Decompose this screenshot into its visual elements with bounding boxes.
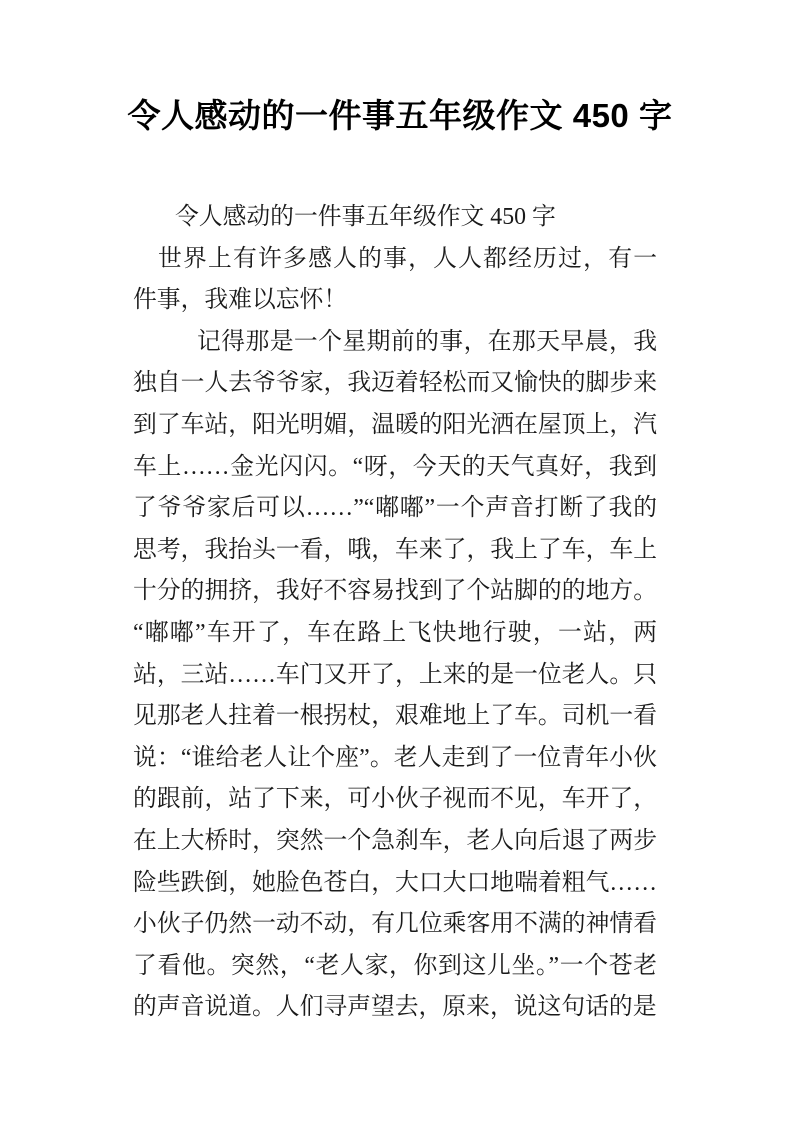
paragraph-heading-line: 令人感动的一件事五年级作文 450 字 xyxy=(175,204,556,230)
paragraph-story: 记得那是一个星期前的事，在那天早晨，我独自一人去爷爷家，我迈着轻松而又愉快的脚步来到了车站，阳光明媚，温暖的阳光洒在屋顶上，汽车上……金光闪闪。“呀，今天的天气真好，我到了爷爷家后可以……”“嘟嘟”一个声音打断了我的思考，我抬头一看，哦，车来了，我上了车，车上十分的拥挤，我好不容易找到了个站脚的的地方。“嘟嘟”车开了，车在路上飞快地行驶，一站，两站，三站……车门又开了，上来的是一位老人。只见那老人拄着一根拐杖，艰难地上了车。司机一看说：“谁给老人让个座”。老人走到了一位青年小伙的跟前，站了下来，可小伙子视而不见，车开了，在上大桥时，突然一个急刹车，老人向后退了两步险些跌倒，她脸色苍白，大口大口地喘着粗气……小伙子仍然一动不动，有几位乘客用不满的神情看了看他。突然，“老人家，你到这儿坐。”一个苍老的声音说道。人们寻声望去，原来，说这句话的是 xyxy=(133,328,657,1021)
page-title: 令人感动的一件事五年级作文 450 字 xyxy=(127,97,673,134)
paragraph-intro: 世界上有许多感人的事，人人都经历过，有一件事，我难以忘怀！ xyxy=(133,245,657,314)
document-body xyxy=(133,197,657,1029)
